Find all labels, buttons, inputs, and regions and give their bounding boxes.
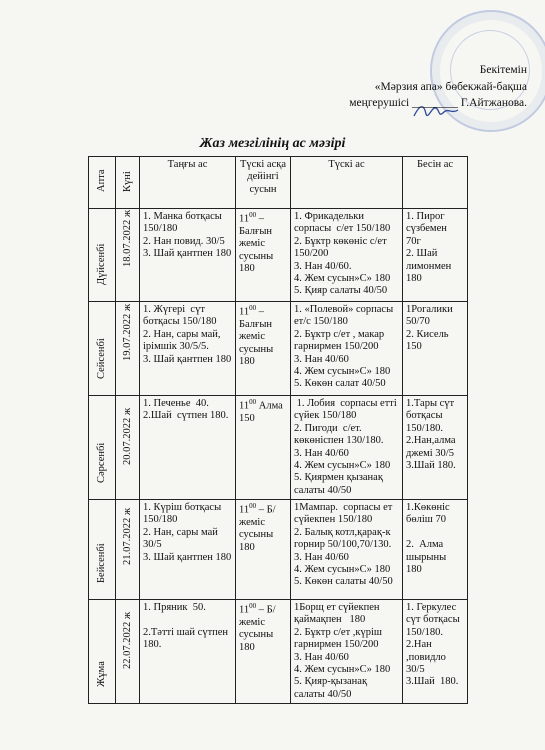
meal-item: 4. Жем сусын»С» 180 — [294, 563, 391, 575]
header-week: Апта — [89, 157, 116, 209]
meal-item: 2.Нан,алма джемі 30/5 — [406, 435, 459, 459]
afternoon-cell — [403, 396, 468, 500]
weekday-cell: Сейсенбі — [89, 302, 116, 396]
meal-item: 3. Шай қантпен 180 — [143, 551, 232, 563]
header-pre-lunch: Түскі асқа дейінгі сусын — [236, 157, 291, 209]
meal-item: 3. Нан 40/60. — [294, 260, 352, 272]
snack-text: Алма 150 — [239, 400, 283, 424]
snack-text: – Б/жеміс сусыны 180 — [239, 604, 276, 653]
snack-time: 11 — [239, 213, 250, 225]
lunch-cell — [291, 500, 403, 600]
table-row — [89, 396, 468, 500]
pre-lunch-cell — [236, 600, 291, 704]
snack-text: – Балғын жеміс сусыны 180 — [239, 213, 274, 274]
approval-line-3: меңгерушісі ________ Г.Айтжанова. — [349, 97, 527, 110]
pre-lunch-cell — [236, 209, 291, 302]
approval-block — [297, 62, 527, 112]
meal-item: 5. Қияр-қызанақ салаты 40/50 — [294, 676, 370, 700]
meal-item: 1Мампар. сорпасы ет сүйекпен 150/180 — [294, 502, 395, 526]
breakfast-cell — [140, 302, 236, 396]
meal-item: 3. Нан 40/60 — [294, 551, 349, 563]
meal-item: 2. Бұктр с/ет ,күріш гарнирмен 150/200 — [294, 626, 385, 651]
header-day: Күні — [116, 157, 140, 209]
meal-item: 2.Шай сүтпен 180. — [143, 410, 229, 422]
meal-item: 1. Манка ботқасы 150/180 — [143, 211, 225, 235]
meal-item: 5. Көкөн салат 40/50 — [294, 378, 386, 390]
snack-text: – Б/жеміс сусыны 180 — [239, 504, 276, 553]
date-cell: 18.07.2022 ж — [116, 209, 140, 302]
date-cell: 21.07.2022 ж — [116, 500, 140, 600]
meal-item: 1.Тары сүт ботқасы 150/180. — [406, 398, 457, 434]
meal-item: 2. Пигоди с/ет. көкөніспен 130/180. — [294, 422, 384, 447]
table-row — [89, 302, 468, 396]
meal-item: 2. Балық котл,қарақ-к горнир 50/100,70/130. — [294, 526, 394, 551]
meal-item: 2. Нан, сары май, ірімшік 30/5/5. — [143, 328, 224, 353]
date-cell: 22.07.2022 ж — [116, 600, 140, 704]
table-row — [89, 209, 468, 302]
menu-table — [88, 156, 468, 704]
meal-item: 2. Нан, сары май 30/5 — [143, 526, 221, 551]
snack-time-minutes: 00 — [249, 602, 257, 610]
meal-item: 1. Пирог сүзбемен 70г — [406, 211, 450, 247]
meal-item: 3. Нан 40/60 — [294, 353, 349, 365]
meal-item: 2.Тәтті шай сүтпен 180. — [143, 626, 231, 651]
header-lunch: Түскі ас — [291, 157, 403, 209]
meal-item: 1Рогалики 50/70 — [406, 304, 456, 328]
meal-item: 2. Нан повид. 30/5 — [143, 235, 225, 247]
meal-item: 3.Шай 180. — [406, 676, 459, 688]
afternoon-cell — [403, 209, 468, 302]
afternoon-cell — [403, 302, 468, 396]
breakfast-cell — [140, 500, 236, 600]
pre-lunch-cell — [236, 396, 291, 500]
meal-item: 2. Алма шырыны 180 — [406, 539, 449, 575]
weekday-cell: Жұма — [89, 600, 116, 704]
header-afternoon: Бесін ас — [403, 157, 468, 209]
lunch-cell — [291, 209, 403, 302]
meal-item: 2.Нан ,повидло 30/5 — [406, 639, 449, 675]
lunch-cell — [291, 396, 403, 500]
snack-time: 11 — [239, 306, 250, 318]
breakfast-cell — [140, 209, 236, 302]
meal-item: 1. Күріш ботқасы 150/180 — [143, 502, 224, 526]
meal-item: 1. Пряник 50. — [143, 602, 206, 613]
meal-item: 2. Кисель 150 — [406, 328, 452, 353]
afternoon-cell — [403, 500, 468, 600]
snack-time-minutes: 00 — [249, 304, 257, 312]
meal-item: 1Борщ ет сүйекпен қаймақпен 180 — [294, 602, 383, 626]
snack-text: – Балғын жеміс сусыны 180 — [239, 306, 274, 367]
meal-item: 4. Жем сусын»С» 180 — [294, 365, 391, 377]
snack-time-minutes: 00 — [249, 502, 257, 510]
meal-item: 3. Нан 40/60 — [294, 651, 349, 663]
pre-lunch-cell — [236, 302, 291, 396]
meal-item: 1.Көкөніс бөліш 70 — [406, 502, 453, 526]
meal-item: 1. Фрикадельки сорпасы с/ет 150/180 — [294, 211, 391, 235]
approval-line-1: Бекітемін — [479, 64, 527, 76]
snack-time: 11 — [239, 504, 250, 516]
afternoon-cell — [403, 600, 468, 704]
table-row — [89, 500, 468, 600]
meal-item: 1. «Полевой» сорпасы ет/с 150/180 — [294, 304, 396, 328]
page-title: Жаз мезгілінің ас мәзірі — [199, 136, 346, 151]
header-breakfast: Таңғы ас — [140, 157, 236, 209]
meal-item: 5. Қияр салаты 40/50 — [294, 285, 388, 297]
meal-item: 5. Қиярмен қызанақ салаты 40/50 — [294, 472, 386, 496]
meal-item: 4. Жем сусын»С» 180 — [294, 663, 391, 675]
meal-item — [143, 614, 232, 626]
breakfast-cell — [140, 396, 236, 500]
breakfast-cell — [140, 600, 236, 704]
meal-item: 1. Печенье 40. — [143, 398, 209, 409]
date-cell: 20.07.2022 ж — [116, 396, 140, 500]
meal-item — [406, 527, 464, 539]
weekday-cell: Сәрсенбі — [89, 396, 116, 500]
meal-item: 2. Бұктр с/ет , макар гарнирмен 150/200 — [294, 328, 387, 353]
snack-time: 11 — [239, 604, 250, 616]
approval-line-2: «Мәрзия апа» бөбекжай-бақша — [374, 80, 527, 93]
header-row — [89, 157, 468, 209]
meal-item: 3. Шай қантпен 180 — [143, 353, 232, 365]
lunch-cell — [291, 600, 403, 704]
table-row — [89, 600, 468, 704]
snack-time: 11 — [239, 400, 250, 412]
meal-item: 4. Жем сусын»С» 180 — [294, 459, 391, 471]
snack-time-minutes: 00 — [249, 211, 257, 219]
meal-item: 1. Геркулес сүт ботқасы 150/180. — [406, 602, 463, 638]
pre-lunch-cell — [236, 500, 291, 600]
meal-item: 3. Шай қантпен 180 — [143, 248, 232, 260]
snack-time-minutes: 00 — [249, 398, 257, 406]
meal-item: 2. Шай лимонмен 180 — [406, 248, 454, 284]
meal-item: 1. Лобия сорпасы етті сүйек 150/180 — [294, 398, 400, 422]
lunch-cell — [291, 302, 403, 396]
meal-item: 2. Бұктр көкөніс с/ет 150/200 — [294, 235, 390, 260]
date-cell: 19.07.2022 ж — [116, 302, 140, 396]
meal-item: 3.Шай 180. — [406, 459, 456, 471]
weekday-cell: Дүйсенбі — [89, 209, 116, 302]
meal-item: 3. Нан 40/60 — [294, 447, 349, 459]
meal-item: 4. Жем сусын»С» 180 — [294, 272, 391, 284]
meal-item: 5. Көкөн салаты 40/50 — [294, 576, 393, 588]
weekday-cell: Бейсенбі — [89, 500, 116, 600]
meal-item: 1. Жүгері сүт ботқасы 150/180 — [143, 304, 217, 328]
